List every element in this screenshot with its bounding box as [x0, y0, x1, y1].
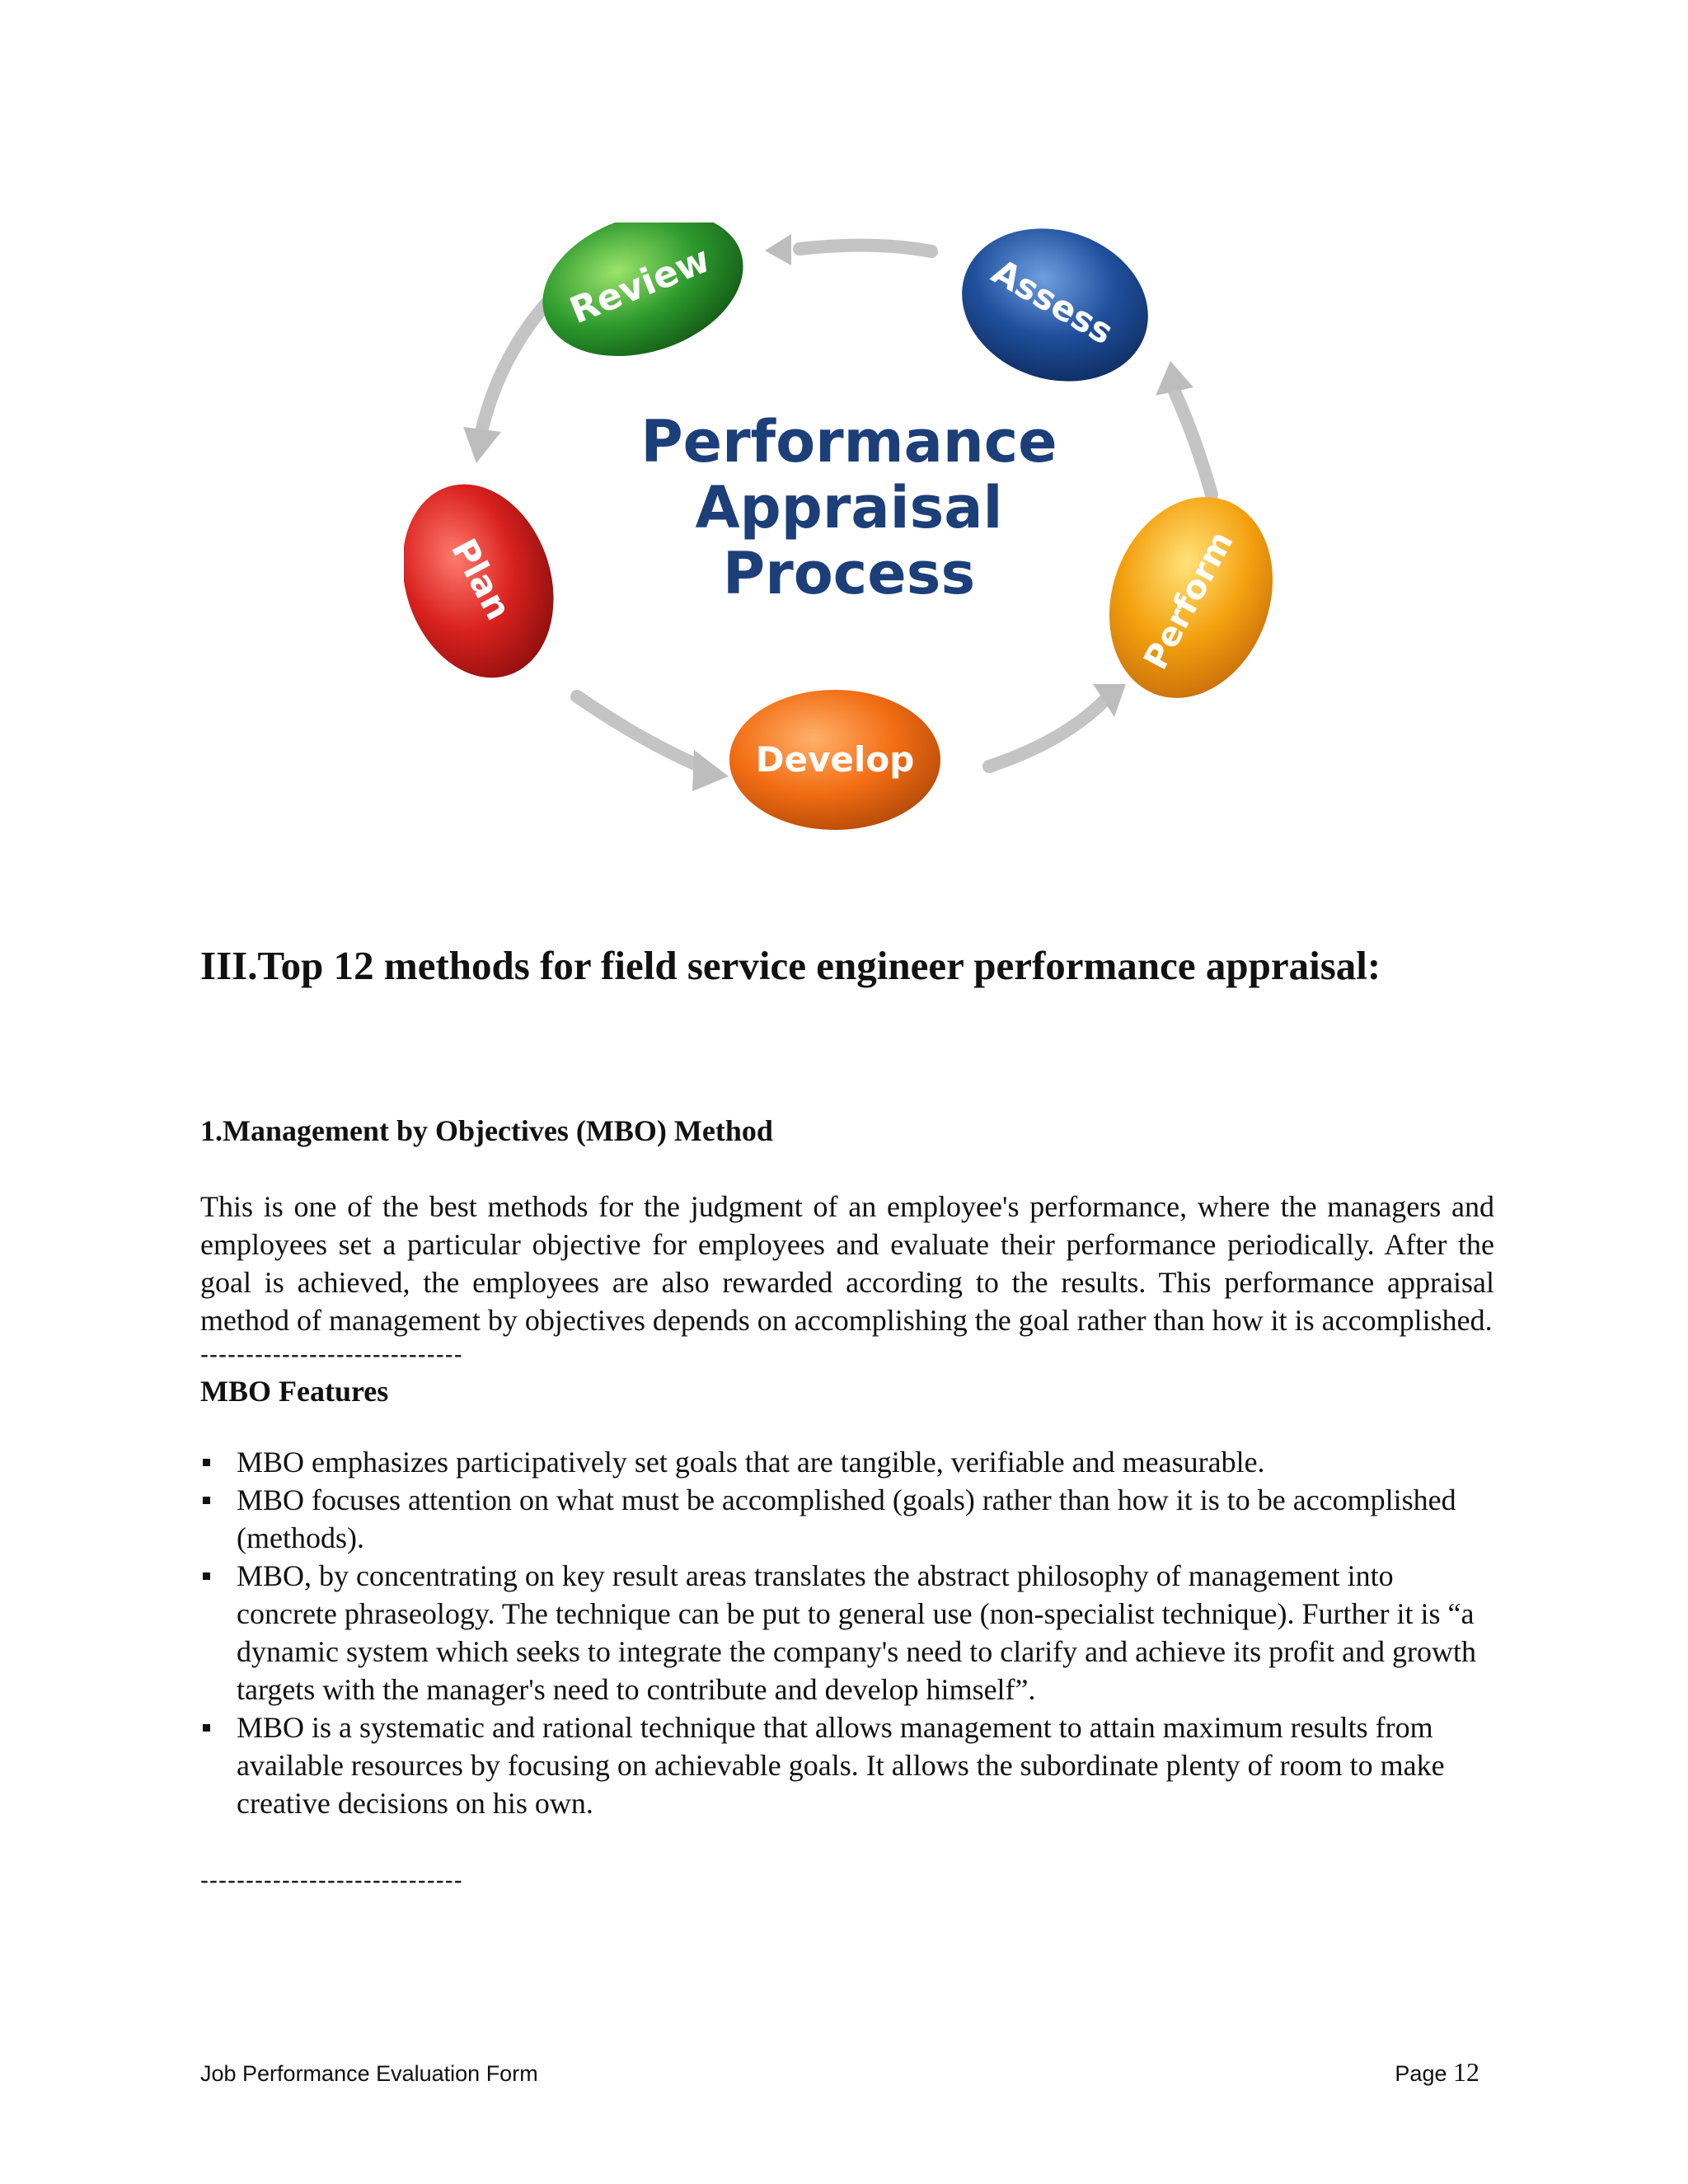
method-heading: 1.Management by Objectives (MBO) Method: [200, 1114, 773, 1147]
list-item: [200, 1708, 1494, 1822]
document-body: [200, 940, 1494, 1896]
list-item: [200, 1557, 1494, 1708]
center-title-line: Process: [722, 540, 976, 607]
center-title-line: Appraisal: [695, 474, 1003, 541]
step-label: Develop: [755, 739, 915, 780]
section-heading: III.Top 12 methods for field service engineer performance appraisal:: [200, 943, 1381, 988]
list-item: [200, 1481, 1494, 1557]
page-footer: [200, 2057, 1479, 2088]
list-item-text: MBO is a systematic and rational technique that allows management to attain maximum results from available resources by focusing on achievable goals. It allows the subordinate plenty of room to make creative decisions on his own.: [237, 1711, 1445, 1820]
step-label: Review: [564, 238, 716, 333]
arrow-head: [692, 750, 729, 791]
footer-title: Job Performance Evaluation Form: [200, 2061, 538, 2086]
list-item-text: MBO, by concentrating on key result areas translates the abstract philosophy of management into concrete phraseology. The technique can be put to general use (non-specialist technique). Further it is “a dynamic system which seeks to integrate the company's need to clarify and achieve its profit and growth targets with the manager's need to contribute and develop himself”.: [237, 1559, 1477, 1706]
arrow-plan-to-develop: [577, 696, 701, 766]
step-develop: [729, 690, 940, 830]
arrow-develop-to-perform: [989, 701, 1104, 766]
arrow-perform-to-assess: [1175, 391, 1212, 494]
bullet-icon: [203, 1459, 210, 1466]
step-plan: [404, 465, 578, 698]
separator-line-bottom: -----------------------------: [200, 1867, 463, 1894]
step-label: Perform: [1137, 525, 1241, 676]
step-perform: [1082, 474, 1294, 721]
features-heading: MBO Features: [200, 1375, 389, 1408]
step-label: Assess: [985, 251, 1121, 353]
arrow-head: [765, 234, 791, 265]
separator-line: -----------------------------: [200, 1341, 463, 1368]
center-title: [640, 408, 1057, 607]
cycle-diagram-svg: [404, 223, 1294, 849]
page-number-value: 12: [1453, 2057, 1479, 2087]
arrow-head: [463, 427, 501, 463]
bullet-icon: [203, 1572, 210, 1580]
step-label: Plan: [443, 532, 519, 627]
bullet-icon: [203, 1497, 210, 1504]
page-number: [1395, 2057, 1479, 2088]
page-label: Page: [1395, 2061, 1447, 2086]
arrow-assess-to-review: [799, 246, 931, 251]
list-item-text: MBO emphasizes participatively set goals that are tangible, verifiable and measurable.: [237, 1446, 1265, 1479]
list-item: [200, 1443, 1494, 1481]
method-paragraph: This is one of the best methods for the judgment of an employee's performance, where the managers and employees set a particular objective for employees and evaluate their performance periodically. After the goal is achieved, the employees are also rewarded according to the results. This performance appraisal method of management by objectives depends on accomplishing the goal rather than how it is accomplished.: [200, 1190, 1494, 1337]
step-assess: [942, 223, 1168, 405]
performance-appraisal-diagram: [404, 223, 1294, 849]
step-review: [524, 223, 762, 381]
center-title-line: Performance: [640, 408, 1057, 476]
arrow-head: [1156, 361, 1193, 396]
features-list: [200, 1443, 1494, 1822]
bullet-icon: [203, 1724, 210, 1732]
list-item-text: MBO focuses attention on what must be accomplished (goals) rather than how it is to be accomplished (methods).: [237, 1483, 1456, 1554]
